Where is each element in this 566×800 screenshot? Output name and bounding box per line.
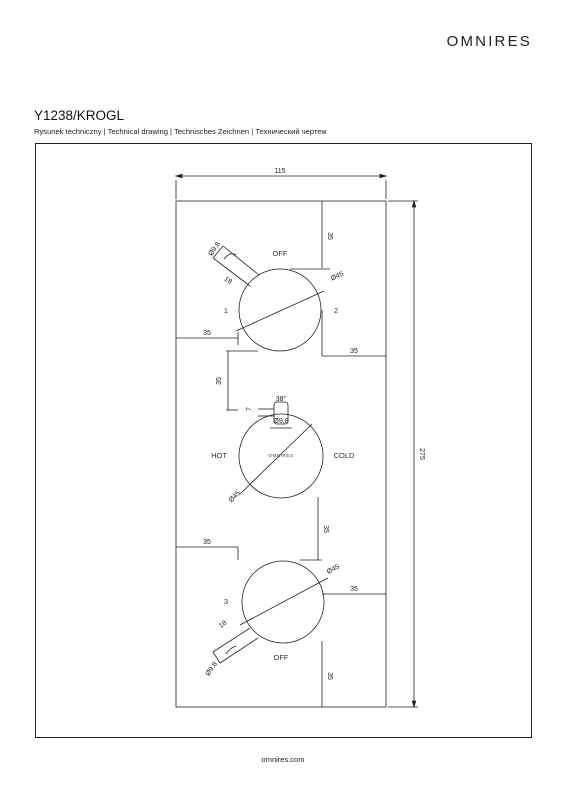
- knob-logo: OMNIRES: [268, 453, 294, 458]
- dim-diameter-45-top: Ø45: [329, 270, 345, 283]
- dim-diameter-9-8-bottom: Ø9,8: [204, 660, 219, 678]
- dim-gap-35-a: 35: [216, 377, 223, 385]
- dim-height-275: 275: [418, 448, 425, 460]
- dim-right-35-a: 35: [350, 348, 358, 355]
- dim-diameter-9-8-middle: Ø9,8: [273, 418, 289, 425]
- label-off-top: OFF: [272, 249, 288, 258]
- label-position-3: 3: [223, 597, 229, 606]
- dim-top-35: 35: [326, 232, 333, 240]
- label-cold: COLD: [333, 451, 355, 460]
- dim-diameter-45-bottom: Ø45: [325, 563, 341, 576]
- dim-diameter-45-middle: Ø45: [227, 489, 243, 505]
- brand-logo: OMNIRES: [446, 33, 532, 50]
- dim-left-35-a: 35: [203, 330, 211, 337]
- label-position-2: 2: [333, 306, 339, 315]
- dim-length-18-bottom: 18: [217, 619, 229, 630]
- document-subtitle: Rysunek techniczny | Technical drawing | Technisches Zeichnen | Технический чертеж: [34, 127, 327, 136]
- footer-website[interactable]: omnires.com: [261, 755, 305, 764]
- dim-angle-38: 38°: [275, 396, 287, 403]
- dim-bottom-35: 35: [326, 672, 333, 680]
- bottom-knob-spout: [213, 628, 258, 663]
- dim-length-18-top: 18: [222, 275, 234, 286]
- dim-right-35-b: 35: [350, 586, 358, 593]
- dim-gap-35-b: 35: [322, 525, 329, 533]
- dim-left-35-b: 35: [203, 539, 211, 546]
- dim-width-115: 115: [274, 168, 286, 175]
- label-position-1: 1: [223, 306, 229, 315]
- label-hot: HOT: [211, 451, 227, 460]
- dim-length-7: 7: [246, 407, 253, 411]
- label-off-bottom: OFF: [273, 653, 289, 662]
- dim-diameter-9-8-top: Ø9,8: [207, 240, 222, 258]
- model-number: Y1238/KROGL: [34, 108, 125, 123]
- top-knob: [239, 269, 321, 351]
